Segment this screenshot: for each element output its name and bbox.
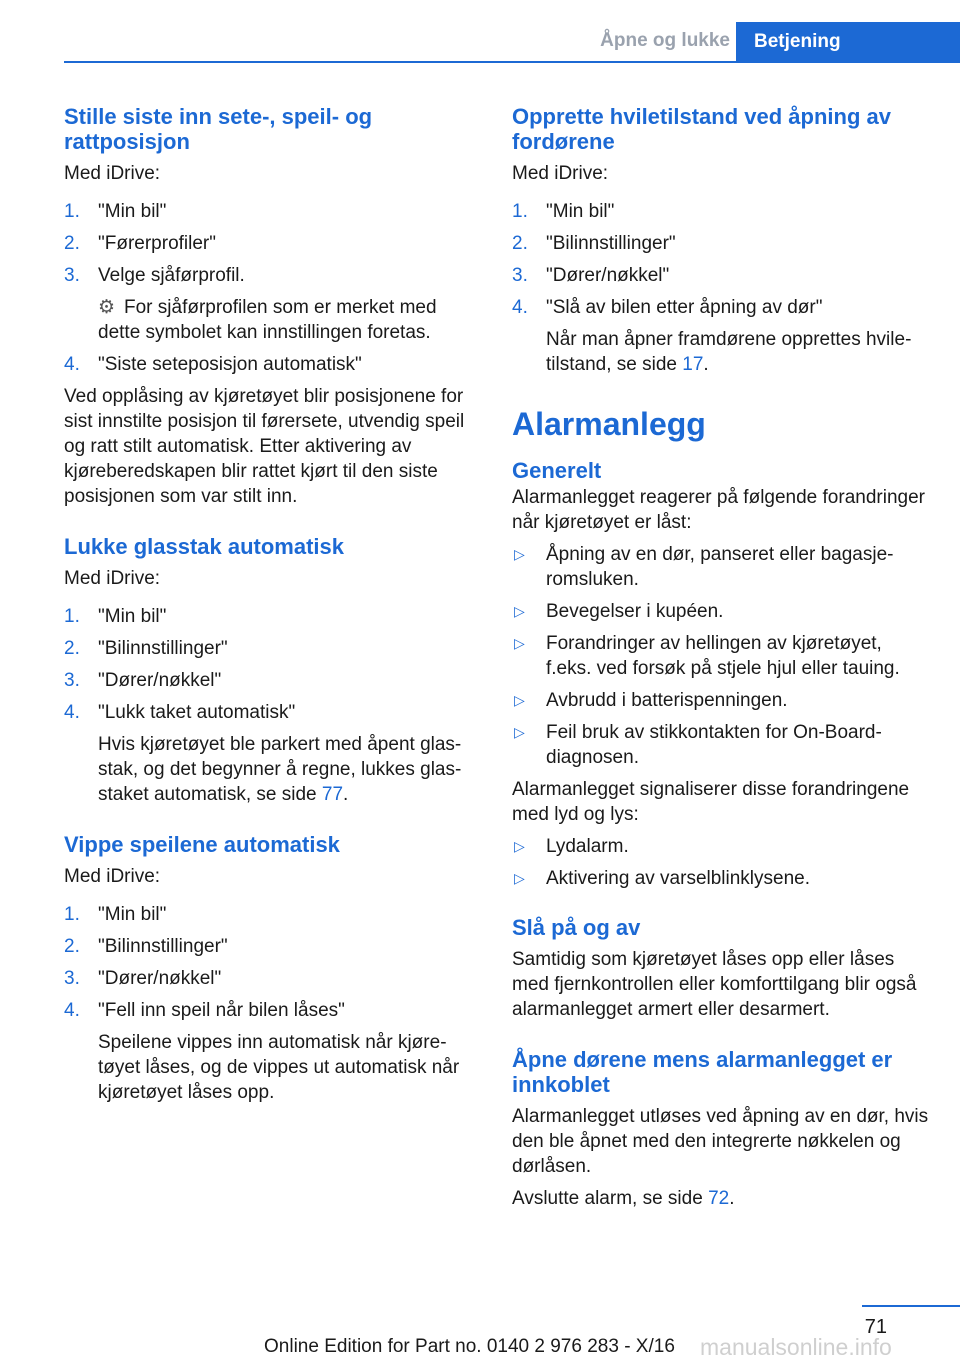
step-note: ⚙ For sjåførprofilen som er merket med dette symbolet kan innstillingen foretas.: [98, 297, 437, 343]
section-title: Slå på og av: [512, 915, 641, 940]
page-link[interactable]: 72: [708, 1188, 730, 1209]
triangle-bullet-icon: ▷: [514, 838, 525, 854]
list-item: ▷ Aktivering av varselblinklysene.: [514, 868, 811, 889]
section-body: Samtidig som kjøretøyet låses opp eller låses med fjernkontrollen eller komforttilgang blir også alarmanlegget armert eller desarmert.: [512, 949, 917, 1020]
edition-text: Online Edition for Part no. 0140 2 976 283 - X/16: [264, 1336, 675, 1357]
gear-icon: ⚙: [98, 297, 116, 318]
step-list: [64, 902, 480, 1105]
list-item: ▷ Bevegelser i kupéen.: [514, 601, 724, 622]
chapter-title: Alarmanlegg: [512, 406, 706, 442]
step-list: [64, 604, 480, 807]
page-link[interactable]: 77: [321, 784, 344, 805]
section-title: Vippe speilene automatisk: [64, 832, 340, 857]
step-note: Speilene vippes inn automatisk når kjøretøyet låses, og de vippes ut automatisk når kjøretøyet låses opp.: [98, 1032, 460, 1103]
list-item: 3. "Dører/nøkkel": [64, 968, 222, 989]
footer-rule: [862, 1305, 960, 1307]
step-note: Når man åpner framdørene opprettes hviletilstand, se side 17.: [546, 329, 912, 375]
list-item: 4. "Lukk taket automatisk" Hvis kjøretøyet ble parkert med åpent glasstak, og det begynner å regne, lukkes glasstaket automatisk, se side 77.: [64, 700, 480, 807]
page-number: 71: [864, 1316, 887, 1338]
list-item: 4. "Siste seteposisjon automatisk": [64, 354, 362, 375]
list-item: ▷ Åpning av en dør, panseret eller bagasjeromsluken.: [514, 544, 894, 590]
list-item: 3. "Dører/nøkkel": [64, 670, 222, 691]
triangle-bullet-icon: ▷: [514, 870, 525, 886]
list-item: 1. "Min bil": [64, 904, 167, 925]
list-item: ▷ Feil bruk av stikkontakten for On-Board-diagnosen.: [514, 722, 882, 768]
triangle-bullet-icon: ▷: [514, 724, 525, 740]
list-item: 2. "Bilinnstillinger": [512, 233, 676, 254]
list-item: 1. "Min bil": [64, 201, 167, 222]
triangle-bullet-icon: ▷: [514, 692, 525, 708]
section-title: Opprette hviletilstand ved åpning av fordørene: [512, 104, 891, 154]
watermark: manualsonline.info: [700, 1334, 892, 1360]
list-item: ▷ Lydalarm.: [514, 836, 629, 857]
list-item: ▷ Avbrudd i batterispenningen.: [514, 690, 788, 711]
triangle-bullet-icon: ▷: [514, 635, 525, 651]
header-tab-label: Betjening: [754, 31, 841, 52]
list-item: 2. "Førerprofiler": [64, 233, 216, 254]
right-column: [512, 104, 930, 1211]
list-item: ▷ Forandringer av hellingen av kjøretøyet, f.eks. ved forsøk på stjele hjul eller tauing.: [514, 633, 900, 679]
header-section: Åpne og lukke: [600, 30, 730, 51]
step-note: Hvis kjøretøyet ble parkert med åpent glasstak, og det begynner å regne, lukkes glasstaket automatisk, se side 77.: [98, 734, 462, 805]
triangle-bullet-icon: ▷: [514, 603, 525, 619]
list-item: 1. "Min bil": [512, 201, 615, 222]
section-intro: Alarmanlegget reagerer på følgende forandringer når kjøretøyet er låst:: [512, 487, 925, 533]
list-item: 2. "Bilinnstillinger": [64, 638, 228, 659]
section-intro: Med iDrive:: [512, 163, 609, 184]
section-title: Åpne dørene mens alarmanlegget er innkoblet: [512, 1047, 893, 1097]
page-link[interactable]: 17: [682, 354, 704, 375]
section-title: Lukke glasstak automatisk: [64, 534, 345, 559]
section-intro: Med iDrive:: [64, 163, 161, 184]
list-item: 4. "Fell inn speil når bilen låses" Speilene vippes inn automatisk når kjøretøyet låses, og de vippes ut automatisk når kjøretøyet låses opp.: [64, 998, 480, 1105]
header-rule: [64, 61, 960, 63]
bullet-list: [512, 834, 930, 891]
section-intro: Alarmanlegget signaliserer disse forandringene med lyd og lys:: [512, 779, 910, 825]
section-title: Generelt: [512, 458, 602, 483]
list-item: 2. "Bilinnstillinger": [64, 936, 228, 957]
section-body: Avslutte alarm, se side 72.: [512, 1188, 735, 1209]
step-list: [64, 199, 480, 377]
section-title: Stille siste inn sete-, speil- og rattposisjon: [64, 104, 373, 154]
header-tab: [736, 22, 960, 62]
list-item: 1. "Min bil": [64, 606, 167, 627]
list-item: 3. Velge sjåførprofil. ⚙ For sjåførprofilen som er merket med dette symbolet kan innstillingen foretas.: [64, 263, 480, 345]
list-item: 3. "Dører/nøkkel": [512, 265, 670, 286]
section-body: Alarmanlegget utløses ved åpning av en dør, hvis den ble åpnet med den integrerte nøkkelen og dørlåsen.: [512, 1106, 929, 1177]
step-list: [512, 199, 930, 377]
left-column: [64, 104, 480, 1112]
bullet-list: [512, 542, 930, 770]
section-body: Ved opplåsing av kjøretøyet blir posisjonene for sist innstilte posisjon til førersete, utvendig speil og ratt stilt automatisk. Etter aktivering av kjøreberedskapen blir rattet kjørt til den siste posisjonen som var stilt inn.: [64, 386, 465, 507]
list-item: 4. "Slå av bilen etter åpning av dør" Når man åpner framdørene opprettes hviletilstand, se side 17.: [512, 295, 930, 377]
triangle-bullet-icon: ▷: [514, 546, 525, 562]
section-intro: Med iDrive:: [64, 866, 161, 887]
section-intro: Med iDrive:: [64, 568, 161, 589]
